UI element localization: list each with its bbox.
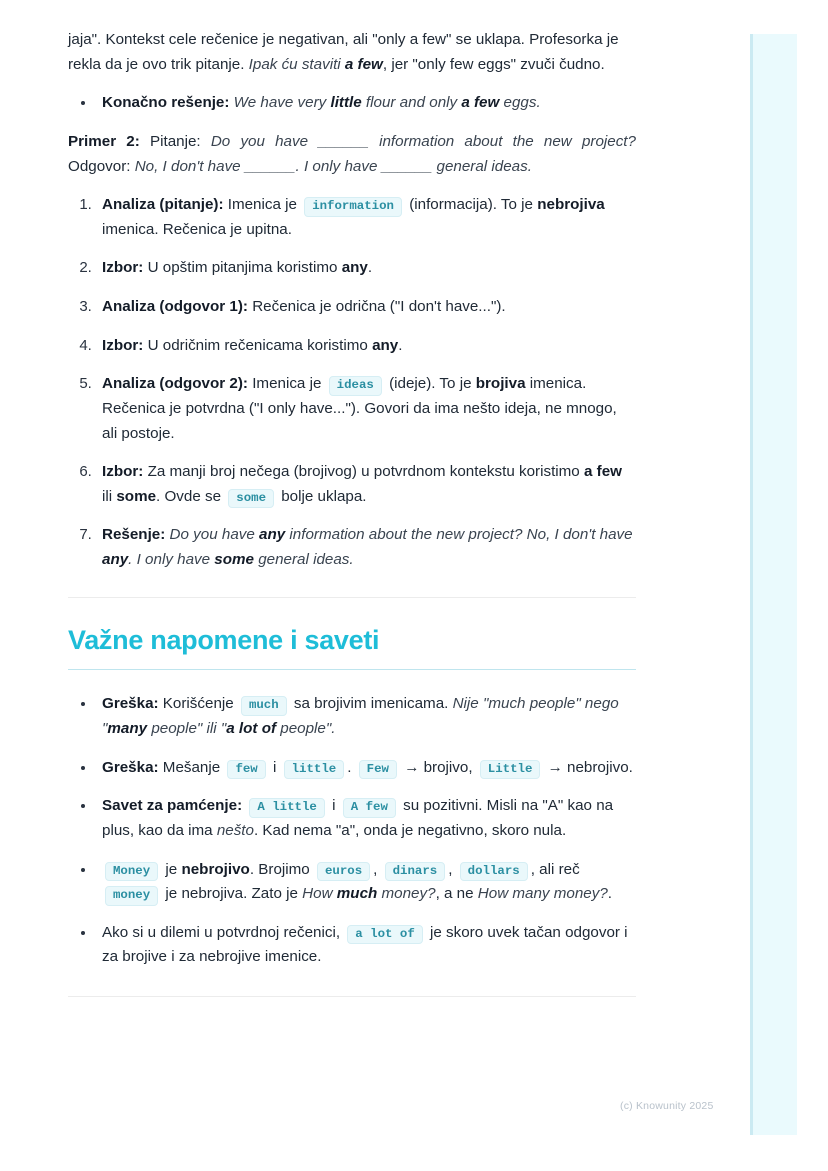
paragraph-continuation [68, 28, 636, 77]
code-chip: money [105, 886, 158, 905]
decorative-side-band [750, 34, 797, 1135]
note-bold-1: nebrojivo [181, 860, 250, 878]
note-text-1 [242, 797, 246, 814]
primer2-question-label: Pitanje: [139, 132, 211, 150]
note-label: Greška: [102, 758, 159, 776]
step-italic-a: Do you have [165, 526, 260, 544]
code-chip: ideas [329, 376, 382, 395]
note-italic-bold-1: many [107, 720, 148, 737]
note-text-3: . [347, 758, 356, 776]
code-chip: A few [343, 798, 396, 817]
bottom-divider [68, 996, 636, 997]
code-chip: information [304, 197, 402, 216]
code-chip: much [241, 696, 287, 715]
final-solution-sentence [229, 94, 540, 111]
document-content [68, 28, 636, 997]
step-label: Analiza (pitanje): [102, 196, 224, 214]
step-label: Izbor: [102, 259, 144, 277]
note-text-4: , [448, 860, 457, 878]
step-label: Izbor: [102, 336, 144, 354]
code-chip: few [227, 760, 265, 779]
paragraph-italic-bold: a few [344, 55, 383, 73]
note-text-4: → brojivo, [399, 758, 477, 776]
step-text-mid: ili [102, 487, 117, 505]
note-text-7: , a ne [435, 885, 478, 903]
code-chip: a lot of [347, 925, 423, 944]
primer2-label: Primer 2: [68, 132, 140, 150]
note-text-5: → nebrojivo. [543, 758, 633, 776]
step-text-a: Imenica je [247, 375, 326, 393]
step-text-a: Za manji broj nečega (brojivog) u potvrdnom kontekstu koristimo [143, 463, 584, 481]
note-text-1: Mešanje [158, 758, 225, 776]
final-solution-text-1: We have very [229, 94, 331, 112]
step-label: Rešenje: [102, 526, 166, 544]
step-italic-c: . I only have [128, 551, 215, 568]
code-chip: dollars [460, 862, 528, 881]
note-text-2: je skoro uvek tačan odgovor i za brojive i za nebrojive imenice. [102, 923, 628, 966]
code-chip: euros [317, 862, 370, 881]
code-chip: little [284, 760, 345, 779]
step-bold: any [341, 259, 368, 277]
note-text-6: je nebrojiva. Zato je [161, 885, 303, 903]
step-italic-d: general ideas. [253, 551, 354, 568]
note-text-2: i [327, 797, 340, 815]
notes-list [68, 692, 636, 970]
note-text-2: sa brojivim imenicama. [289, 695, 453, 713]
code-chip: Few [359, 760, 397, 779]
step-text-c: bolje uklapa. [277, 487, 367, 505]
note-text-1: je [161, 860, 182, 878]
primer2-answer: No, I don't have ______. I only have ______ general ideas. [134, 157, 532, 175]
note-text-3: su pozitivni. Misli na "A" kao na plus, kao da ima [102, 797, 614, 839]
final-solution-bold-1: little [330, 94, 362, 112]
step-bold: any [259, 526, 286, 544]
step-text-b: . Ovde se [156, 487, 226, 505]
list-item [96, 756, 636, 781]
final-solution-text-3: eggs. [499, 94, 541, 112]
note-label: Savet za pamćenje: [102, 797, 243, 815]
step-label: Analiza (odgovor 2): [102, 375, 248, 393]
note-italic-1: Nije "much people" nego " [102, 695, 619, 737]
code-chip: dinars [385, 862, 446, 881]
note-italic-bold-2: a lot of [226, 720, 277, 737]
step-bold: any [372, 336, 399, 354]
note-italic-3: How many money? [477, 885, 608, 903]
list-item [96, 858, 636, 907]
footer-copyright: (c) Knowunity 2025 [620, 1100, 714, 1112]
page-title: Važne napomene i saveti [68, 624, 380, 655]
step-bold-2: some [116, 487, 157, 505]
final-solution-list [68, 91, 636, 116]
primer2-paragraph [68, 130, 636, 179]
list-item [96, 334, 636, 359]
note-italic-3: people". [276, 720, 336, 737]
step-text-a: U odričnim rečenicama koristimo [143, 336, 373, 354]
step-solution-sentence [102, 526, 633, 568]
note-italic-bold-1: much [336, 885, 378, 903]
step-bold-2: any [102, 551, 129, 568]
step-text-a: U opštim pitanjima koristimo [143, 259, 342, 277]
step-text-c: imenica. Rečenica je upitna. [102, 220, 292, 238]
step-text-b: (ideje). To je [384, 375, 476, 393]
list-item [96, 523, 636, 572]
list-item [96, 193, 636, 242]
list-item [96, 256, 636, 281]
code-chip: Money [105, 862, 158, 881]
final-solution-text-2: flour and only [361, 94, 462, 112]
note-text-2: i [268, 758, 281, 776]
note-text-2: . Brojimo [249, 860, 314, 878]
step-text-c: imenica. Rečenica je potvrdna ("I only have..."). Govori da ima nešto ideja, ne mnogo, ali postoje. [102, 375, 617, 442]
paragraph-italic-part [249, 56, 383, 73]
code-chip: A little [249, 798, 325, 817]
note-italic-2: people" ili " [147, 720, 227, 737]
title-underline [68, 669, 636, 670]
step-text-b: (informacija). To je [404, 196, 538, 214]
step-bold-3: some [214, 551, 254, 568]
note-italic-1: How [302, 885, 337, 903]
list-item [96, 692, 636, 741]
paragraph-text-part2: , jer "only few eggs" zvuči čudno. [382, 55, 605, 73]
step-bold: a few [583, 463, 622, 481]
note-text-1: Korišćenje [158, 695, 238, 713]
step-text-c: . [398, 336, 403, 354]
note-text-3: , [373, 860, 382, 878]
note-label: Greška: [102, 695, 159, 713]
step-label: Izbor: [102, 463, 144, 481]
step-bold: brojiva [475, 375, 526, 393]
analysis-steps-list [68, 193, 636, 573]
list-item [96, 460, 636, 509]
step-text-a: Rečenica je odrična ("I don't have..."). [247, 298, 506, 315]
list-item [96, 372, 636, 446]
note-italic-2: money? [377, 885, 436, 903]
list-item [96, 794, 636, 843]
list-item [96, 91, 636, 116]
note-text-4: . Kad nema "a", onda je negativno, skoro nula. [253, 821, 567, 839]
code-chip: Little [480, 760, 541, 779]
step-bold: nebrojiva [537, 196, 605, 214]
note-text-8: . [607, 885, 613, 903]
primer2-question: Do you have ______ information about the new project? [210, 132, 636, 150]
note-text-5: , ali reč [530, 860, 580, 878]
step-text-a: Imenica je [223, 196, 302, 214]
final-solution-bold-2: a few [461, 94, 500, 112]
note-italic-1: nešto [216, 821, 254, 839]
step-text-c: . [367, 259, 373, 277]
step-label: Analiza (odgovor 1): [102, 298, 248, 315]
section-divider [68, 597, 636, 598]
note-text-1: Ako si u dilemi u potvrdnoj rečenici, [102, 923, 345, 941]
code-chip: some [228, 489, 274, 508]
paragraph-italic-text: Ipak ću staviti [248, 55, 345, 73]
final-solution-label: Konačno rešenje: [102, 94, 230, 112]
list-item [96, 295, 636, 320]
primer2-answer-label: Odgovor: [68, 157, 135, 175]
note-italic-group [302, 885, 435, 902]
paragraph-text-part1: jaja". Kontekst cele rečenice je negativan, ali "only a few" se uklapa. Profesorka je rekla da je ovo trik pitanje. [68, 31, 619, 73]
list-item [96, 921, 636, 970]
step-italic-b: information about the new project? No, I don't have [285, 526, 633, 544]
